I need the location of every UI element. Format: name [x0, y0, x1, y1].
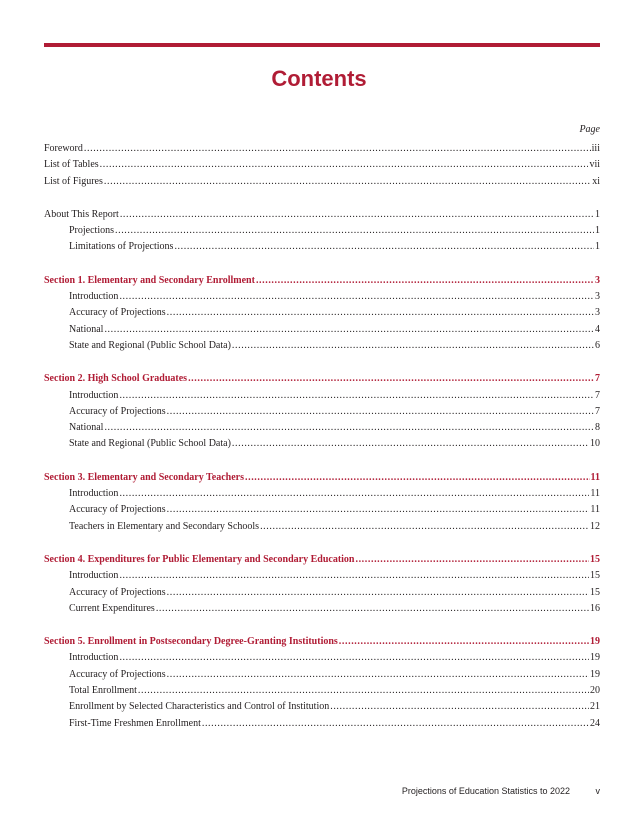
- toc-entry-page: 11: [590, 488, 600, 500]
- table-of-contents: [44, 141, 600, 732]
- group-spacer: [44, 535, 600, 552]
- toc-entry[interactable]: [44, 436, 600, 452]
- group-spacer: [44, 190, 600, 207]
- toc-section-entry[interactable]: [44, 273, 600, 289]
- toc-entry-page: vii: [589, 159, 600, 171]
- dot-leader: [167, 404, 594, 420]
- toc-entry[interactable]: [44, 650, 600, 666]
- group-spacer: [44, 354, 600, 371]
- group-spacer: [44, 617, 600, 634]
- toc-section-entry[interactable]: [44, 470, 600, 486]
- toc-entry-label: List of Tables: [44, 159, 99, 171]
- toc-entry-label: Section 4. Expenditures for Public Elementary and Secondary Education: [44, 553, 355, 565]
- toc-entry[interactable]: [44, 157, 600, 173]
- toc-entry[interactable]: [44, 699, 600, 715]
- toc-entry-label: Section 1. Elementary and Secondary Enrollment: [44, 274, 255, 286]
- toc-entry-label: Enrollment by Selected Characteristics and Control of Institution: [69, 701, 330, 713]
- dot-leader: [119, 289, 594, 305]
- toc-entry-label: National: [69, 323, 104, 335]
- dot-leader: [330, 699, 589, 715]
- dot-leader: [104, 420, 594, 436]
- toc-entry[interactable]: [44, 338, 600, 354]
- toc-entry-label: State and Regional (Public School Data): [69, 438, 231, 450]
- dot-leader: [119, 568, 589, 584]
- dot-leader: [100, 157, 589, 173]
- dot-leader: [84, 141, 591, 157]
- toc-entry-page: 19: [590, 652, 600, 664]
- toc-entry-page: 11: [590, 471, 600, 483]
- toc-entry-page: 6: [595, 339, 600, 351]
- dot-leader: [119, 486, 589, 502]
- group-spacer: [44, 453, 600, 470]
- page-column-header: Page: [579, 124, 600, 135]
- dot-leader: [260, 519, 589, 535]
- toc-entry[interactable]: [44, 568, 600, 584]
- toc-entry-label: Introduction: [69, 488, 119, 500]
- dot-leader: [232, 436, 589, 452]
- dot-leader: [245, 470, 590, 486]
- toc-entry-label: Total Enrollment: [69, 685, 137, 697]
- toc-entry[interactable]: [44, 239, 600, 255]
- toc-entry-label: Accuracy of Projections: [69, 307, 166, 319]
- toc-entry-page: iii: [591, 143, 600, 154]
- toc-entry-label: Accuracy of Projections: [69, 405, 166, 417]
- toc-entry-page: 1: [595, 208, 600, 220]
- toc-entry[interactable]: [44, 420, 600, 436]
- toc-entry-page: 7: [595, 405, 600, 417]
- toc-entry-label: Limitations of Projections: [69, 241, 174, 253]
- toc-entry-label: State and Regional (Public School Data): [69, 339, 231, 351]
- toc-entry-page: 20: [590, 685, 600, 697]
- dot-leader: [115, 223, 594, 239]
- toc-entry[interactable]: [44, 502, 600, 518]
- toc-entry[interactable]: [44, 404, 600, 420]
- footer-page-number: v: [595, 786, 600, 796]
- toc-entry-page: 24: [590, 717, 600, 729]
- toc-entry-label: Section 3. Elementary and Secondary Teachers: [44, 471, 244, 483]
- toc-entry-page: 4: [595, 323, 600, 335]
- toc-entry-page: 16: [590, 602, 600, 614]
- toc-entry[interactable]: [44, 388, 600, 404]
- dot-leader: [339, 634, 589, 650]
- toc-entry-label: Projections: [69, 225, 114, 237]
- toc-entry-label: Accuracy of Projections: [69, 504, 166, 516]
- dot-leader: [167, 305, 594, 321]
- toc-entry[interactable]: [44, 141, 600, 157]
- toc-entry[interactable]: [44, 601, 600, 617]
- toc-entry-label: Introduction: [69, 389, 119, 401]
- dot-leader: [104, 322, 594, 338]
- toc-entry-page: 11: [590, 504, 600, 516]
- dot-leader: [104, 174, 591, 190]
- toc-entry[interactable]: [44, 683, 600, 699]
- toc-entry[interactable]: [44, 322, 600, 338]
- toc-entry[interactable]: [44, 716, 600, 732]
- toc-entry-label: Accuracy of Projections: [69, 586, 166, 598]
- toc-entry-page: 3: [595, 274, 600, 286]
- toc-entry-page: 7: [595, 389, 600, 401]
- toc-entry-label: List of Figures: [44, 175, 103, 187]
- toc-entry-label: Accuracy of Projections: [69, 668, 166, 680]
- toc-entry-label: Foreword: [44, 143, 83, 154]
- footer-title: Projections of Education Statistics to 2022: [401, 786, 570, 796]
- dot-leader: [119, 650, 589, 666]
- toc-entry[interactable]: [44, 207, 600, 223]
- toc-entry-page: 1: [595, 225, 600, 237]
- dot-leader: [138, 683, 589, 699]
- top-rule: [44, 43, 600, 47]
- dot-leader: [167, 667, 589, 683]
- toc-entry-label: Teachers in Elementary and Secondary Schools: [69, 520, 260, 532]
- toc-entry-page: xi: [592, 175, 600, 187]
- dot-leader: [167, 502, 590, 518]
- dot-leader: [156, 601, 589, 617]
- toc-entry-page: 12: [590, 520, 600, 532]
- toc-entry-page: 8: [595, 422, 600, 434]
- dot-leader: [202, 716, 589, 732]
- toc-entry-page: 1: [595, 241, 600, 253]
- toc-entry[interactable]: [44, 486, 600, 502]
- toc-entry-label: Section 5. Enrollment in Postsecondary Degree-Granting Institutions: [44, 636, 338, 648]
- toc-entry-page: 15: [590, 570, 600, 582]
- toc-section-entry[interactable]: [44, 552, 600, 568]
- toc-entry-label: Current Expenditures: [69, 602, 155, 614]
- toc-entry-label: First-Time Freshmen Enrollment: [69, 717, 201, 729]
- group-spacer: [44, 256, 600, 273]
- toc-entry-page: 3: [595, 291, 600, 303]
- toc-entry[interactable]: [44, 519, 600, 535]
- toc-section-entry[interactable]: [44, 634, 600, 650]
- toc-entry-page: 15: [590, 586, 600, 598]
- toc-entry-label: Introduction: [69, 652, 119, 664]
- toc-entry-label: National: [69, 422, 104, 434]
- dot-leader: [256, 273, 594, 289]
- toc-entry[interactable]: [44, 223, 600, 239]
- toc-entry-label: Introduction: [69, 570, 119, 582]
- toc-entry-page: 3: [595, 307, 600, 319]
- toc-entry-label: About This Report: [44, 208, 119, 220]
- toc-entry-page: 19: [590, 668, 600, 680]
- toc-entry-page: 19: [590, 636, 600, 648]
- toc-entry[interactable]: [44, 667, 600, 683]
- dot-leader: [120, 207, 594, 223]
- toc-section-entry[interactable]: [44, 371, 600, 387]
- toc-entry[interactable]: [44, 305, 600, 321]
- toc-entry[interactable]: [44, 174, 600, 190]
- toc-entry-page: 15: [590, 553, 600, 565]
- dot-leader: [119, 388, 594, 404]
- dot-leader: [174, 239, 594, 255]
- dot-leader: [355, 552, 589, 568]
- dot-leader: [232, 338, 594, 354]
- dot-leader: [188, 371, 594, 387]
- toc-entry-page: 7: [595, 373, 600, 385]
- toc-entry-page: 21: [590, 701, 600, 713]
- page-title: Contents: [271, 66, 367, 91]
- toc-entry-page: 10: [590, 438, 600, 450]
- toc-entry-label: Introduction: [69, 291, 119, 303]
- dot-leader: [167, 585, 589, 601]
- toc-entry[interactable]: [44, 585, 600, 601]
- toc-entry-label: Section 2. High School Graduates: [44, 373, 188, 385]
- toc-entry[interactable]: [44, 289, 600, 305]
